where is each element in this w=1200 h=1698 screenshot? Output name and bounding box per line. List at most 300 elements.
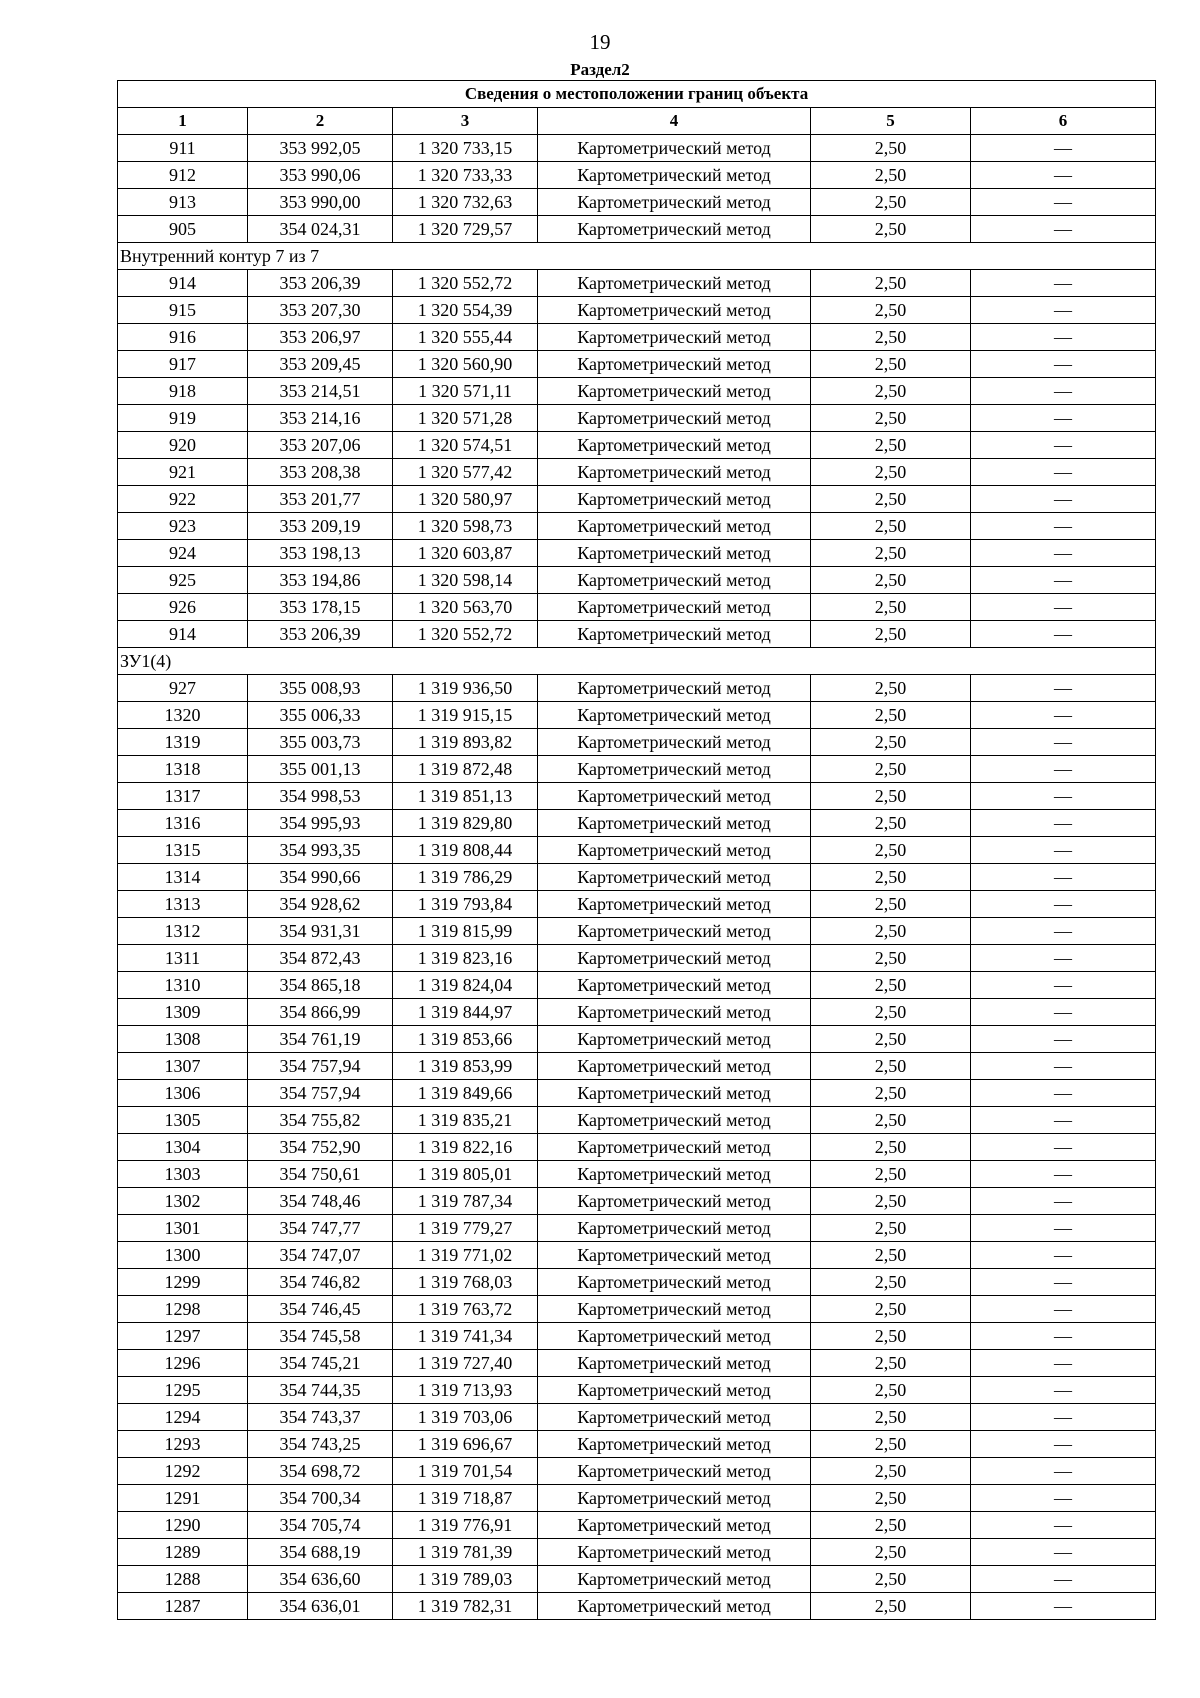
coordinate-y-cell: 1 319 768,03	[393, 1269, 538, 1296]
coordinate-y-cell: 1 320 733,33	[393, 162, 538, 189]
point-number-cell: 1308	[118, 1026, 248, 1053]
coordinate-y-cell: 1 319 776,91	[393, 1512, 538, 1539]
description-cell: —	[971, 1512, 1156, 1539]
coordinate-y-cell: 1 320 598,14	[393, 567, 538, 594]
coordinate-x-cell: 354 744,35	[248, 1377, 393, 1404]
method-cell: Картометрический метод	[538, 459, 811, 486]
point-number-cell: 1314	[118, 864, 248, 891]
point-number-cell: 1304	[118, 1134, 248, 1161]
description-cell: —	[971, 567, 1156, 594]
table-row	[118, 999, 1156, 1026]
description-cell: —	[971, 1593, 1156, 1620]
method-cell: Картометрический метод	[538, 1269, 811, 1296]
section-row	[118, 648, 1156, 675]
table-row	[118, 1566, 1156, 1593]
table-row	[118, 675, 1156, 702]
method-cell: Картометрический метод	[538, 162, 811, 189]
description-cell: —	[971, 1296, 1156, 1323]
description-cell: —	[971, 486, 1156, 513]
precision-cell: 2,50	[811, 1134, 971, 1161]
method-cell: Картометрический метод	[538, 918, 811, 945]
coordinate-y-cell: 1 320 580,97	[393, 486, 538, 513]
description-cell: —	[971, 999, 1156, 1026]
point-number-cell: 917	[118, 351, 248, 378]
precision-cell: 2,50	[811, 1161, 971, 1188]
method-cell: Картометрический метод	[538, 756, 811, 783]
coordinate-y-cell: 1 319 829,80	[393, 810, 538, 837]
coordinate-x-cell: 353 214,51	[248, 378, 393, 405]
coordinate-x-cell: 353 206,39	[248, 270, 393, 297]
table-row	[118, 135, 1156, 162]
point-number-cell: 921	[118, 459, 248, 486]
coordinate-y-cell: 1 319 701,54	[393, 1458, 538, 1485]
coordinate-x-cell: 353 208,38	[248, 459, 393, 486]
precision-cell: 2,50	[811, 135, 971, 162]
point-number-cell: 913	[118, 189, 248, 216]
coordinate-x-cell: 354 750,61	[248, 1161, 393, 1188]
method-cell: Картометрический метод	[538, 1215, 811, 1242]
coordinate-x-cell: 354 747,77	[248, 1215, 393, 1242]
table-row	[118, 297, 1156, 324]
table-row	[118, 1350, 1156, 1377]
column-number-1: 1	[118, 108, 248, 135]
description-cell: —	[971, 1080, 1156, 1107]
table-row	[118, 567, 1156, 594]
table-row	[118, 810, 1156, 837]
coordinate-x-cell: 353 194,86	[248, 567, 393, 594]
section-label: Внутренний контур 7 из 7	[118, 243, 1156, 270]
table-row	[118, 756, 1156, 783]
method-cell: Картометрический метод	[538, 270, 811, 297]
coordinate-y-cell: 1 319 789,03	[393, 1566, 538, 1593]
section-row	[118, 243, 1156, 270]
table-row	[118, 1161, 1156, 1188]
description-cell: —	[971, 189, 1156, 216]
precision-cell: 2,50	[811, 1350, 971, 1377]
coordinate-y-cell: 1 319 849,66	[393, 1080, 538, 1107]
precision-cell: 2,50	[811, 1377, 971, 1404]
description-cell: —	[971, 1431, 1156, 1458]
description-cell: —	[971, 1107, 1156, 1134]
precision-cell: 2,50	[811, 1026, 971, 1053]
coordinate-x-cell: 354 761,19	[248, 1026, 393, 1053]
coordinate-x-cell: 355 001,13	[248, 756, 393, 783]
precision-cell: 2,50	[811, 1107, 971, 1134]
table-row	[118, 216, 1156, 243]
coordinate-y-cell: 1 319 815,99	[393, 918, 538, 945]
boundary-table-container	[117, 80, 1155, 1620]
precision-cell: 2,50	[811, 810, 971, 837]
coordinate-x-cell: 353 214,16	[248, 405, 393, 432]
table-row	[118, 162, 1156, 189]
coordinate-x-cell: 353 206,97	[248, 324, 393, 351]
description-cell: —	[971, 270, 1156, 297]
description-cell: —	[971, 513, 1156, 540]
point-number-cell: 1294	[118, 1404, 248, 1431]
method-cell: Картометрический метод	[538, 378, 811, 405]
precision-cell: 2,50	[811, 1269, 971, 1296]
coordinate-y-cell: 1 319 727,40	[393, 1350, 538, 1377]
column-number-5: 5	[811, 108, 971, 135]
point-number-cell: 912	[118, 162, 248, 189]
coordinate-x-cell: 354 928,62	[248, 891, 393, 918]
method-cell: Картометрический метод	[538, 540, 811, 567]
coordinate-y-cell: 1 319 851,13	[393, 783, 538, 810]
precision-cell: 2,50	[811, 594, 971, 621]
coordinate-x-cell: 354 866,99	[248, 999, 393, 1026]
precision-cell: 2,50	[811, 189, 971, 216]
coordinate-y-cell: 1 319 696,67	[393, 1431, 538, 1458]
coordinate-x-cell: 354 757,94	[248, 1080, 393, 1107]
precision-cell: 2,50	[811, 1080, 971, 1107]
coordinate-y-cell: 1 319 835,21	[393, 1107, 538, 1134]
description-cell: —	[971, 729, 1156, 756]
coordinate-y-cell: 1 320 560,90	[393, 351, 538, 378]
coordinate-y-cell: 1 319 713,93	[393, 1377, 538, 1404]
method-cell: Картометрический метод	[538, 594, 811, 621]
point-number-cell: 1303	[118, 1161, 248, 1188]
coordinate-y-cell: 1 319 805,01	[393, 1161, 538, 1188]
method-cell: Картометрический метод	[538, 999, 811, 1026]
coordinate-y-cell: 1 319 741,34	[393, 1323, 538, 1350]
table-row	[118, 378, 1156, 405]
precision-cell: 2,50	[811, 1458, 971, 1485]
coordinate-x-cell: 354 745,58	[248, 1323, 393, 1350]
coordinate-x-cell: 354 705,74	[248, 1512, 393, 1539]
method-cell: Картометрический метод	[538, 1161, 811, 1188]
method-cell: Картометрический метод	[538, 135, 811, 162]
table-row	[118, 1269, 1156, 1296]
method-cell: Картометрический метод	[538, 972, 811, 999]
precision-cell: 2,50	[811, 972, 971, 999]
coordinate-y-cell: 1 319 786,29	[393, 864, 538, 891]
coordinate-x-cell: 353 209,19	[248, 513, 393, 540]
coordinate-y-cell: 1 320 577,42	[393, 459, 538, 486]
table-row	[118, 729, 1156, 756]
coordinate-y-cell: 1 319 915,15	[393, 702, 538, 729]
description-cell: —	[971, 1404, 1156, 1431]
table-row	[118, 1242, 1156, 1269]
description-cell: —	[971, 216, 1156, 243]
coordinate-x-cell: 354 743,25	[248, 1431, 393, 1458]
method-cell: Картометрический метод	[538, 297, 811, 324]
coordinate-x-cell: 354 752,90	[248, 1134, 393, 1161]
coordinate-x-cell: 354 636,01	[248, 1593, 393, 1620]
precision-cell: 2,50	[811, 1593, 971, 1620]
point-number-cell: 1296	[118, 1350, 248, 1377]
coordinate-x-cell: 355 008,93	[248, 675, 393, 702]
coordinate-x-cell: 353 209,45	[248, 351, 393, 378]
description-cell: —	[971, 1269, 1156, 1296]
method-cell: Картометрический метод	[538, 891, 811, 918]
page-number: 19	[589, 30, 611, 54]
coordinate-x-cell: 354 993,35	[248, 837, 393, 864]
column-number-4: 4	[538, 108, 811, 135]
method-cell: Картометрический метод	[538, 1296, 811, 1323]
table-row	[118, 945, 1156, 972]
table-row	[118, 1053, 1156, 1080]
description-cell: —	[971, 675, 1156, 702]
description-cell: —	[971, 540, 1156, 567]
coordinate-y-cell: 1 320 563,70	[393, 594, 538, 621]
table-row	[118, 891, 1156, 918]
method-cell: Картометрический метод	[538, 702, 811, 729]
method-cell: Картометрический метод	[538, 1134, 811, 1161]
precision-cell: 2,50	[811, 729, 971, 756]
coordinate-x-cell: 354 746,45	[248, 1296, 393, 1323]
method-cell: Картометрический метод	[538, 432, 811, 459]
coordinate-x-cell: 354 698,72	[248, 1458, 393, 1485]
method-cell: Картометрический метод	[538, 783, 811, 810]
description-cell: —	[971, 756, 1156, 783]
coordinate-y-cell: 1 319 718,87	[393, 1485, 538, 1512]
point-number-cell: 1299	[118, 1269, 248, 1296]
coordinate-y-cell: 1 319 893,82	[393, 729, 538, 756]
precision-cell: 2,50	[811, 378, 971, 405]
description-cell: —	[971, 1458, 1156, 1485]
coordinate-y-cell: 1 319 824,04	[393, 972, 538, 999]
point-number-cell: 925	[118, 567, 248, 594]
description-cell: —	[971, 297, 1156, 324]
coordinate-y-cell: 1 319 853,99	[393, 1053, 538, 1080]
description-cell: —	[971, 1350, 1156, 1377]
coordinate-x-cell: 353 992,05	[248, 135, 393, 162]
table-row	[118, 621, 1156, 648]
point-number-cell: 916	[118, 324, 248, 351]
table-row	[118, 594, 1156, 621]
method-cell: Картометрический метод	[538, 1377, 811, 1404]
method-cell: Картометрический метод	[538, 621, 811, 648]
precision-cell: 2,50	[811, 1188, 971, 1215]
coordinate-y-cell: 1 320 571,28	[393, 405, 538, 432]
description-cell: —	[971, 783, 1156, 810]
method-cell: Картометрический метод	[538, 216, 811, 243]
point-number-cell: 915	[118, 297, 248, 324]
precision-cell: 2,50	[811, 459, 971, 486]
method-cell: Картометрический метод	[538, 351, 811, 378]
precision-cell: 2,50	[811, 1485, 971, 1512]
table-row	[118, 783, 1156, 810]
method-cell: Картометрический метод	[538, 810, 811, 837]
point-number-cell: 1291	[118, 1485, 248, 1512]
precision-cell: 2,50	[811, 162, 971, 189]
point-number-cell: 1289	[118, 1539, 248, 1566]
method-cell: Картометрический метод	[538, 405, 811, 432]
method-cell: Картометрический метод	[538, 1566, 811, 1593]
table-row	[118, 1593, 1156, 1620]
description-cell: —	[971, 1539, 1156, 1566]
coordinate-x-cell: 353 207,06	[248, 432, 393, 459]
description-cell: —	[971, 864, 1156, 891]
point-number-cell: 1311	[118, 945, 248, 972]
coordinate-y-cell: 1 319 844,97	[393, 999, 538, 1026]
coordinate-x-cell: 354 747,07	[248, 1242, 393, 1269]
point-number-cell: 1287	[118, 1593, 248, 1620]
description-cell: —	[971, 1377, 1156, 1404]
precision-cell: 2,50	[811, 1296, 971, 1323]
coordinate-x-cell: 353 201,77	[248, 486, 393, 513]
table-row	[118, 1134, 1156, 1161]
method-cell: Картометрический метод	[538, 675, 811, 702]
method-cell: Картометрический метод	[538, 513, 811, 540]
point-number-cell: 919	[118, 405, 248, 432]
description-cell: —	[971, 837, 1156, 864]
coordinate-y-cell: 1 319 703,06	[393, 1404, 538, 1431]
coordinate-x-cell: 353 990,00	[248, 189, 393, 216]
description-cell: —	[971, 891, 1156, 918]
coordinate-x-cell: 354 748,46	[248, 1188, 393, 1215]
coordinate-y-cell: 1 319 872,48	[393, 756, 538, 783]
description-cell: —	[971, 810, 1156, 837]
method-cell: Картометрический метод	[538, 1323, 811, 1350]
coordinate-y-cell: 1 319 781,39	[393, 1539, 538, 1566]
coordinate-x-cell: 354 745,21	[248, 1350, 393, 1377]
precision-cell: 2,50	[811, 540, 971, 567]
point-number-cell: 914	[118, 270, 248, 297]
coordinate-x-cell: 354 755,82	[248, 1107, 393, 1134]
table-row	[118, 1215, 1156, 1242]
coordinate-y-cell: 1 319 771,02	[393, 1242, 538, 1269]
precision-cell: 2,50	[811, 918, 971, 945]
point-number-cell: 1293	[118, 1431, 248, 1458]
table-row	[118, 405, 1156, 432]
table-row	[118, 1404, 1156, 1431]
point-number-cell: 1309	[118, 999, 248, 1026]
precision-cell: 2,50	[811, 351, 971, 378]
point-number-cell: 1288	[118, 1566, 248, 1593]
description-cell: —	[971, 1566, 1156, 1593]
point-number-cell: 1290	[118, 1512, 248, 1539]
table-row	[118, 540, 1156, 567]
table-row	[118, 1377, 1156, 1404]
description-cell: —	[971, 918, 1156, 945]
precision-cell: 2,50	[811, 675, 971, 702]
coordinate-x-cell: 354 636,60	[248, 1566, 393, 1593]
column-number-6: 6	[971, 108, 1156, 135]
description-cell: —	[971, 594, 1156, 621]
table-row	[118, 972, 1156, 999]
precision-cell: 2,50	[811, 702, 971, 729]
point-number-cell: 1302	[118, 1188, 248, 1215]
description-cell: —	[971, 162, 1156, 189]
coordinate-y-cell: 1 320 571,11	[393, 378, 538, 405]
precision-cell: 2,50	[811, 1215, 971, 1242]
description-cell: —	[971, 1215, 1156, 1242]
coordinate-x-cell: 354 995,93	[248, 810, 393, 837]
coordinate-y-cell: 1 319 782,31	[393, 1593, 538, 1620]
table-row	[118, 189, 1156, 216]
coordinate-x-cell: 354 700,34	[248, 1485, 393, 1512]
point-number-cell: 1317	[118, 783, 248, 810]
description-cell: —	[971, 1323, 1156, 1350]
table-row	[118, 1188, 1156, 1215]
coordinate-y-cell: 1 319 779,27	[393, 1215, 538, 1242]
method-cell: Картометрический метод	[538, 1431, 811, 1458]
description-cell: —	[971, 135, 1156, 162]
method-cell: Картометрический метод	[538, 1485, 811, 1512]
coordinate-y-cell: 1 320 555,44	[393, 324, 538, 351]
description-cell: —	[971, 945, 1156, 972]
precision-cell: 2,50	[811, 1323, 971, 1350]
coordinate-x-cell: 354 743,37	[248, 1404, 393, 1431]
point-number-cell: 911	[118, 135, 248, 162]
table-row	[118, 864, 1156, 891]
table-row	[118, 918, 1156, 945]
description-cell: —	[971, 1188, 1156, 1215]
coordinate-x-cell: 354 872,43	[248, 945, 393, 972]
precision-cell: 2,50	[811, 513, 971, 540]
method-cell: Картометрический метод	[538, 1107, 811, 1134]
point-number-cell: 1305	[118, 1107, 248, 1134]
method-cell: Картометрический метод	[538, 837, 811, 864]
description-cell: —	[971, 405, 1156, 432]
coordinate-x-cell: 353 990,06	[248, 162, 393, 189]
method-cell: Картометрический метод	[538, 1593, 811, 1620]
description-cell: —	[971, 702, 1156, 729]
description-cell: —	[971, 324, 1156, 351]
method-cell: Картометрический метод	[538, 729, 811, 756]
point-number-cell: 1318	[118, 756, 248, 783]
method-cell: Картометрический метод	[538, 945, 811, 972]
method-cell: Картометрический метод	[538, 486, 811, 513]
point-number-cell: 1307	[118, 1053, 248, 1080]
coordinate-x-cell: 354 990,66	[248, 864, 393, 891]
method-cell: Картометрический метод	[538, 1188, 811, 1215]
table-body	[118, 135, 1156, 1620]
coordinate-y-cell: 1 319 936,50	[393, 675, 538, 702]
coordinate-x-cell: 354 757,94	[248, 1053, 393, 1080]
table-row	[118, 459, 1156, 486]
method-cell: Картометрический метод	[538, 1404, 811, 1431]
boundary-table	[117, 80, 1156, 1620]
precision-cell: 2,50	[811, 567, 971, 594]
precision-cell: 2,50	[811, 756, 971, 783]
coordinate-y-cell: 1 320 574,51	[393, 432, 538, 459]
method-cell: Картометрический метод	[538, 1458, 811, 1485]
precision-cell: 2,50	[811, 891, 971, 918]
table-row	[118, 324, 1156, 351]
precision-cell: 2,50	[811, 405, 971, 432]
precision-cell: 2,50	[811, 1566, 971, 1593]
table-row	[118, 486, 1156, 513]
coordinate-x-cell: 353 198,13	[248, 540, 393, 567]
point-number-cell: 1300	[118, 1242, 248, 1269]
table-row	[118, 1296, 1156, 1323]
precision-cell: 2,50	[811, 270, 971, 297]
point-number-cell: 1319	[118, 729, 248, 756]
table-row	[118, 1107, 1156, 1134]
coordinate-y-cell: 1 320 552,72	[393, 270, 538, 297]
point-number-cell: 1315	[118, 837, 248, 864]
description-cell: —	[971, 621, 1156, 648]
precision-cell: 2,50	[811, 216, 971, 243]
table-row	[118, 837, 1156, 864]
coordinate-x-cell: 354 024,31	[248, 216, 393, 243]
coordinate-y-cell: 1 319 763,72	[393, 1296, 538, 1323]
description-cell: —	[971, 432, 1156, 459]
precision-cell: 2,50	[811, 1539, 971, 1566]
coordinate-y-cell: 1 320 603,87	[393, 540, 538, 567]
precision-cell: 2,50	[811, 1431, 971, 1458]
table-row	[118, 1539, 1156, 1566]
description-cell: —	[971, 1242, 1156, 1269]
coordinate-y-cell: 1 319 808,44	[393, 837, 538, 864]
coordinate-y-cell: 1 320 729,57	[393, 216, 538, 243]
precision-cell: 2,50	[811, 837, 971, 864]
description-cell: —	[971, 1053, 1156, 1080]
precision-cell: 2,50	[811, 432, 971, 459]
precision-cell: 2,50	[811, 783, 971, 810]
